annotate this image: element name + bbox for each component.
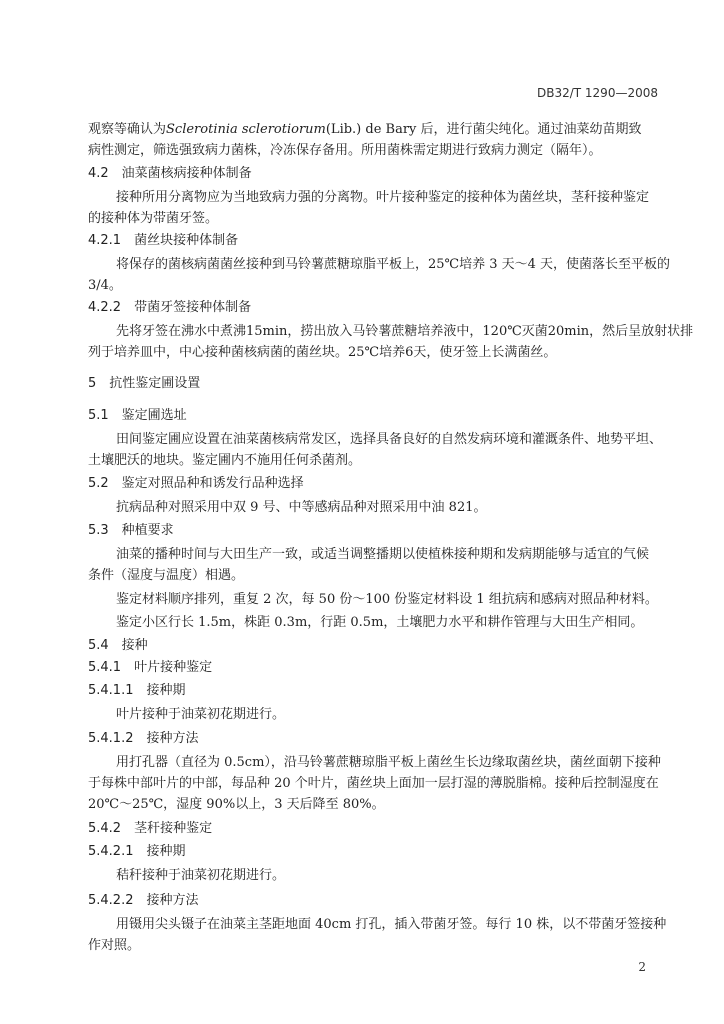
section-heading-5-4-2-2: 5.4.2.2 接种方法 (88, 893, 199, 908)
paragraph-line: 叶片接种于油菜初花期进行。 (116, 707, 286, 722)
paragraph-line: 土壤肥沃的地块。鉴定圃内不施用任何杀菌剂。 (88, 453, 362, 468)
text-span: (Lib.) de Bary 后，进行菌尖纯化。通过油菜幼苗期致 (325, 122, 642, 137)
paragraph-line (88, 122, 642, 138)
section-heading-5-4-1-2: 5.4.1.2 接种方法 (88, 731, 199, 746)
paragraph-line: 于每株中部叶片的中部，每品种 20 个叶片，菌丝块上面加一层打湿的薄脱脂棉。接种后控制湿度在 (88, 776, 659, 791)
paragraph-line: 用打孔器（直径为 0.5cm），沿马铃薯蔗糖琼脂平板上菌丝生长边缘取菌丝块，菌丝面朝下接种 (116, 755, 661, 770)
section-heading-5-1: 5.1 鉴定圃选址 (88, 408, 187, 423)
paragraph-line: 抗病品种对照采用中双 9 号、中等感病品种对照采用中油 821。 (116, 500, 487, 515)
paragraph-line: 3/4。 (88, 278, 122, 293)
paragraph-line: 鉴定材料顺序排列，重复 2 次，每 50 份～100 份鉴定材料设 1 组抗病和感病对照品种材料。 (116, 592, 658, 607)
species-name: Sclerotinia sclerotiorum (166, 122, 326, 137)
paragraph-line: 病性测定，筛选强致病力菌株，冷冻保存备用。所用菌株需定期进行致病力测定（隔年）。 (88, 143, 602, 158)
section-heading-4-2-1: 4.2.1 菌丝块接种体制备 (88, 233, 239, 248)
paragraph-line: 田间鉴定圃应设置在油菜菌核病常发区，选择具备良好的自然发病环境和灌溉条件、地势平坦、 (116, 432, 663, 447)
section-heading-5-4-1: 5.4.1 叶片接种鉴定 (88, 660, 213, 675)
section-heading-5-4-2: 5.4.2 茎秆接种鉴定 (88, 821, 213, 836)
paragraph-line: 的接种体为带菌牙签。 (88, 211, 219, 226)
paragraph-line: 先将牙签在沸水中煮沸15min，捞出放入马铃薯蔗糖培养液中，120℃灭菌20min，然后呈放射状排 (116, 324, 694, 339)
paragraph-line: 条件（湿度与温度）相遇。 (88, 568, 245, 583)
paragraph-line: 油菜的播种时间与大田生产一致，或适当调整播期以使植株接种期和发病期能够与适宜的气候 (116, 547, 650, 562)
paragraph-line: 20℃～25℃，湿度 90%以上，3 天后降至 80%。 (88, 797, 385, 812)
section-heading-5: 5 抗性鉴定圃设置 (88, 376, 201, 391)
section-heading-5-4: 5.4 接种 (88, 638, 148, 653)
section-heading-5-3: 5.3 种植要求 (88, 523, 174, 538)
page-number: 2 (638, 960, 646, 974)
section-heading-4-2-2: 4.2.2 带菌牙签接种体制备 (88, 300, 252, 315)
standard-code: DB32/T 1290—2008 (536, 86, 658, 100)
paragraph-line: 作对照。 (88, 938, 141, 953)
paragraph-line: 秸秆接种于油菜初花期进行。 (116, 868, 286, 883)
section-heading-5-4-1-1: 5.4.1.1 接种期 (88, 683, 186, 698)
text-span: 观察等确认为 (88, 122, 167, 137)
paragraph-line: 列于培养皿中，中心接种菌核病菌的菌丝块。25℃培养6天，使牙签上长满菌丝。 (88, 345, 557, 360)
section-heading-5-4-2-1: 5.4.2.1 接种期 (88, 844, 186, 859)
paragraph-line: 鉴定小区行长 1.5m，株距 0.3m，行距 0.5m，土壤肥力水平和耕作管理与大田生产相同。 (116, 615, 644, 630)
section-heading-5-2: 5.2 鉴定对照品种和诱发行品种选择 (88, 476, 304, 491)
paragraph-line: 接种所用分离物应为当地致病力强的分离物。叶片接种鉴定的接种体为菌丝块，茎秆接种鉴定 (116, 190, 650, 205)
paragraph-line: 将保存的菌核病菌菌丝接种到马铃薯蔗糖琼脂平板上，25℃培养 3 天～4 天，使菌落长至平板的 (116, 257, 671, 272)
paragraph-line: 用镊用尖头镊子在油菜主茎距地面 40cm 打孔，插入带菌牙签。每行 10 株，以不带菌牙签接种 (116, 917, 667, 932)
section-heading-4-2: 4.2 油菜菌核病接种体制备 (88, 166, 252, 181)
